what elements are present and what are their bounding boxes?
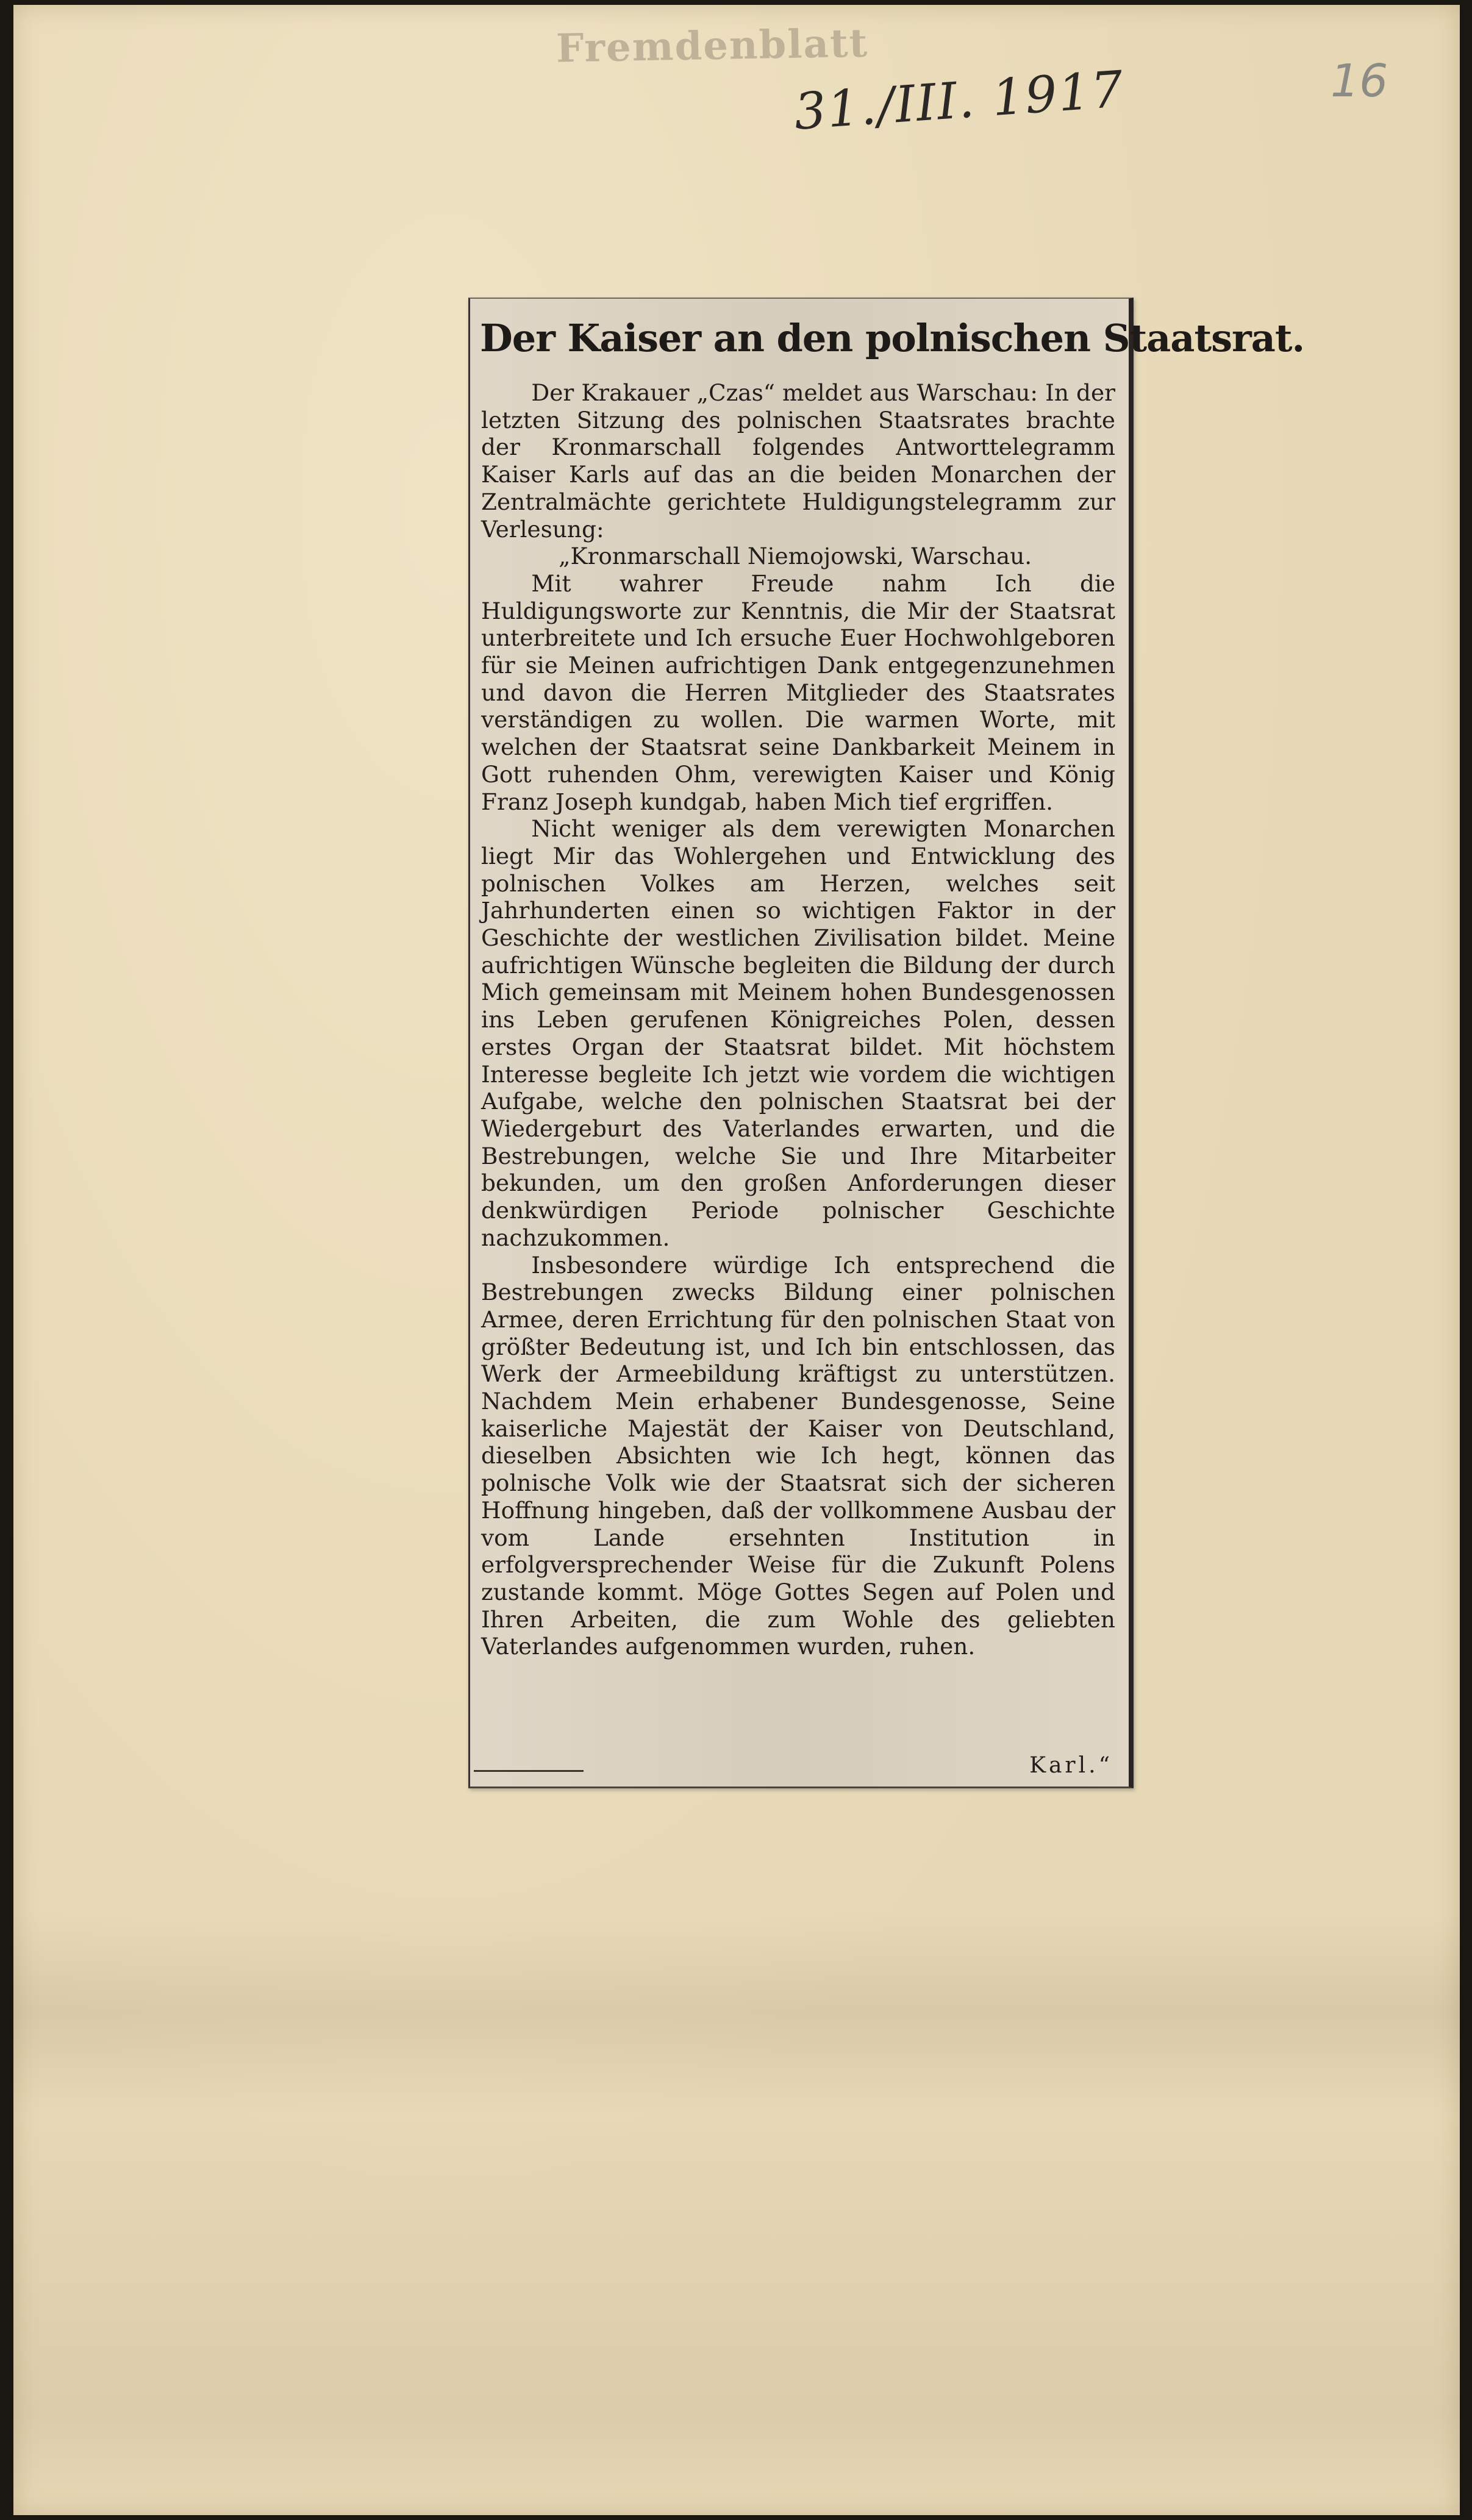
article-paragraph: Mit wahrer Freude nahm Ich die Huldigungsworte zur Kenntnis, die Mir der Staatsrat unterbreitete und Ich ersuche Euer Hochwohlgeboren für sie Meinen aufrichtigen Dank entgegenzunehmen und davon die Herren Mitglieder des Staatsrates verständigen zu wollen. Die warmen Worte, mit welchen der Staatsrat seine Dankbarkeit Meinem in Gott ruhenden Ohm, verewigten Kaiser und König Franz Joseph kundgab, haben Mich tief ergriffen. <box>481 569 1115 815</box>
article-paragraph: Der Krakauer „Czas“ meldet aus Warschau: In der letzten Sitzung des polnischen Staatsrates brachte der Kronmarschall folgendes Antworttelegramm Kaiser Karls auf das an die beiden Monarchen der Zentralmächte gerichtete Huldigungstelegramm zur Verlesung: <box>481 379 1115 543</box>
telegram-address: „Kronmarschall Niemojowski, Warschau. <box>559 543 1032 570</box>
article-paragraph: Insbesondere würdige Ich entsprechend die Bestrebungen zwecks Bildung einer polnischen Armee, deren Errichtung für den polnischen Staat von größter Bedeutung ist, und Ich bin entschlossen, das Werk der Armeebildung kräftigst zu unterstützen. Nachdem Mein erhabener Bundesgenosse, Seine kaiserliche Majestät der Kaiser von Deutschland, dieselben Absichten wie Ich hegt, können das polnische Volk wie der Staatsrat sich der sicheren Hoffnung hingeben, daß der vollkommene Ausbau der vom Lande ersehnten Institution in erfolgversprechender Weise für die Zukunft Polens zustande kommt. Möge Gottes Segen auf Polen und Ihren Arbeiten, die zum Wohle des geliebten Vaterlandes aufgenommen wurden, ruhen. <box>481 1251 1115 1660</box>
bottom-rule <box>474 1770 584 1772</box>
folio-number: 16 <box>1331 55 1388 107</box>
article-paragraph: Nicht weniger als dem verewigten Monarchen liegt Mir das Wohlergehen und Entwicklung des polnischen Volkes am Herzen, welches seit Jahrhunderten einen so wichtigen Faktor in der Geschichte der westlichen Zivilisation bildet. Meine aufrichtigen Wünsche begleiten die Bildung der durch Mich gemeinsam mit Meinem hohen Bundesgenossen ins Leben gerufenen Königreiches Polen, dessen erstes Organ der Staatsrat bildet. Mit höchstem Interesse begleite Ich jetzt wie vordem die wichtigen Aufgabe, welche den polnischen Staatsrat bei der Wiedergeburt des Vaterlandes erwarten, und die Bestrebungen, welche Sie und Ihre Mitarbeiter bekunden, um den großen Anforderungen dieser denkwürdigen Periode polnischer Geschichte nachzukommen. <box>481 815 1115 1251</box>
article-headline: Der Kaiser an den polnischen Staatsrat. <box>480 316 1305 360</box>
telegram-signature: Karl.“ <box>1029 1753 1113 1778</box>
newspaper-clipping <box>468 298 1305 1788</box>
newspaper-source-stamp: Fremdenblatt <box>556 20 869 72</box>
archive-sheet <box>13 5 1460 2515</box>
article-body <box>481 379 1115 1660</box>
handwritten-date: 31./III. 1917 <box>792 60 1126 141</box>
